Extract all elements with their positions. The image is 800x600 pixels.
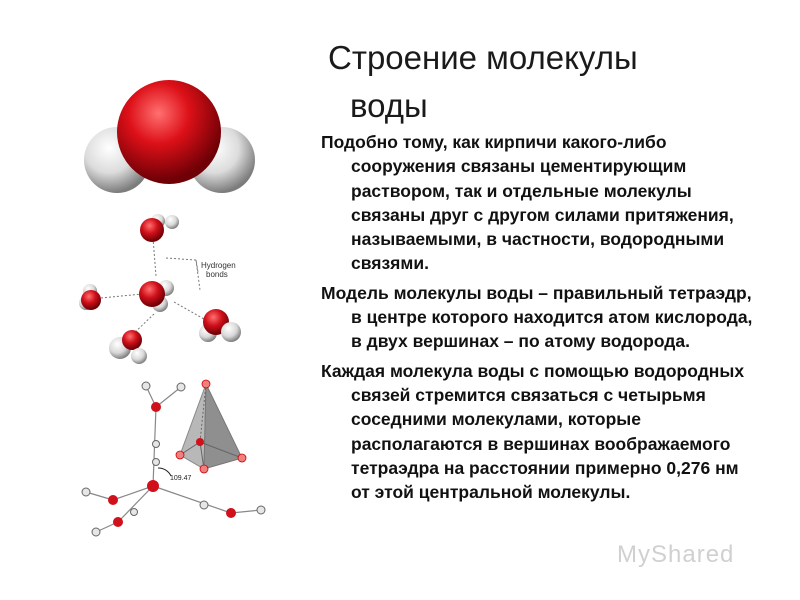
molecule-center bbox=[139, 280, 174, 312]
molecule-right bbox=[199, 309, 241, 342]
angle-label: 109.47 bbox=[170, 475, 192, 482]
paragraph-2: Модель молекулы воды – правильный тетраэдр, в центре которого находится атом кислорода, в двух вершинах – по атому водорода. bbox=[321, 282, 753, 352]
tetrahedral-network-diagram bbox=[76, 372, 276, 544]
molecule-top bbox=[140, 214, 179, 242]
paragraph-3: Каждая молекула воды с помощью водородных связей стремится связаться с четырьмя соседними молекулами, которые располагаются в вершинах воображаемого тетраэдра на расстоянии примерно 0,276 нм от этой центральной молекулы. bbox=[321, 360, 745, 503]
oxygen-atom bbox=[117, 80, 221, 184]
tetrahedron bbox=[176, 380, 246, 473]
hbond-label-line1: Hydrogen bbox=[201, 261, 236, 270]
water-molecule-model bbox=[72, 78, 262, 218]
hbond-label-line2: bonds bbox=[206, 270, 228, 279]
watermark: MyShared bbox=[617, 541, 735, 568]
slide-title bbox=[300, 34, 720, 130]
hydrogen-bonds-diagram bbox=[76, 208, 262, 368]
paragraph-1: Подобно тому, как кирпичи какого-либо сооружения связаны цементирующим раствором, так и отдельные молекулы связаны друг с другом силами притяжения, называемыми, в частности, водородными связями. bbox=[321, 132, 734, 274]
body-text bbox=[321, 130, 761, 509]
hydrogen-bonds-label bbox=[201, 261, 236, 279]
molecule-left bbox=[79, 284, 101, 310]
title-line-2: воды bbox=[350, 87, 428, 124]
molecule-bottom bbox=[109, 330, 147, 364]
title-line-1: Строение молекулы bbox=[328, 39, 638, 76]
